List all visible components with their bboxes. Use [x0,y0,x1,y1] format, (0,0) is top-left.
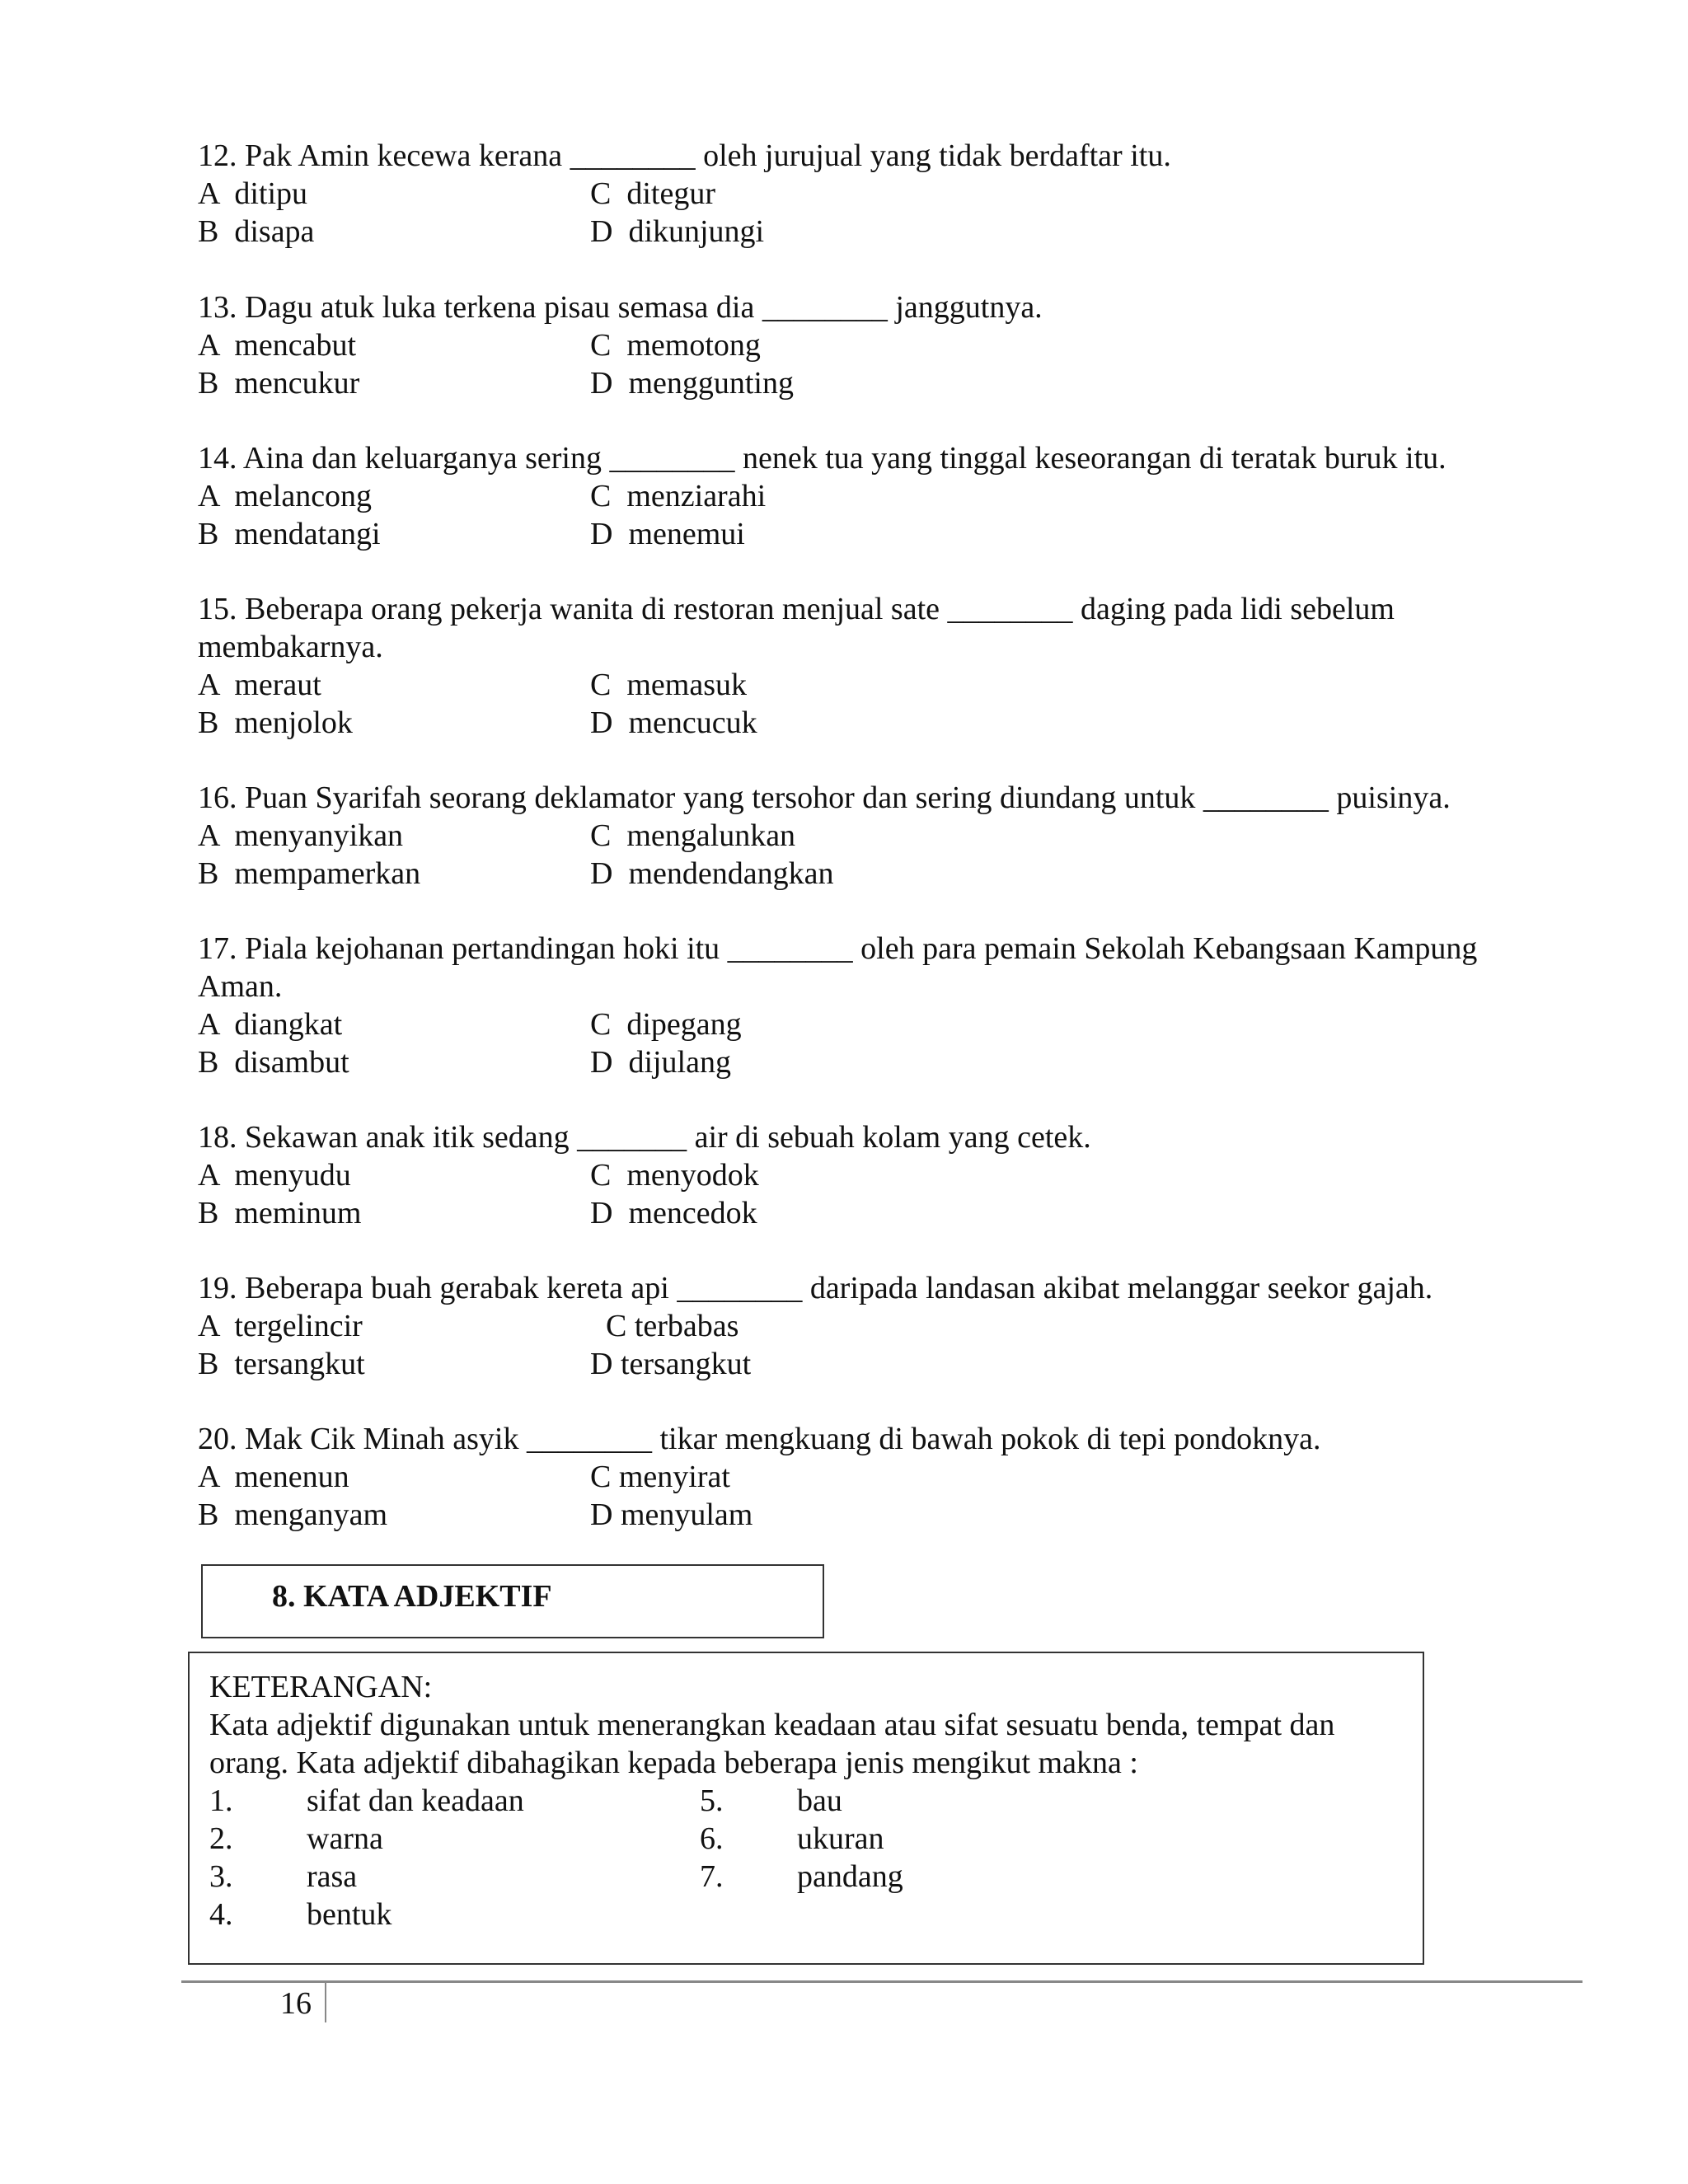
option-a: A menyudu [198,1158,351,1193]
list-item [209,1858,700,1896]
list-item-number: 6. [700,1821,724,1856]
question-stem: 12. Pak Amin kecewa kerana ________ oleh jurujual yang tidak berdaftar itu. [198,138,1171,173]
option-c: C dipegang [590,1007,742,1042]
question-stem: 14. Aina dan keluarganya sering ________ nenek tua yang tinggal keseorangan di teratak buruk itu. [198,441,1447,476]
list-item-label: ukuran [797,1821,884,1856]
option-c: C menyirat [590,1460,730,1494]
list-item [700,1820,1403,1858]
option-d: D menggunting [590,366,794,401]
question-stem: 17. Piala kejohanan pertandingan hoki itu ________ oleh para pemain Sekolah Kebangsaan Kampung Aman. [198,931,1478,1004]
section-title: 8. KATA ADJEKTIF [272,1579,552,1614]
option-b: B disambut [198,1045,349,1080]
option-d: D mendendangkan [590,856,834,891]
list-item-number: 1. [209,1783,233,1818]
question-stem: 13. Dagu atuk luka terkena pisau semasa dia ________ janggutnya. [198,290,1043,325]
list-item [209,1782,700,1820]
option-b: B meminum [198,1196,362,1230]
option-c: C menyodok [590,1158,759,1193]
list-item-number: 4. [209,1897,233,1932]
question-12 [198,137,1550,251]
answer-options [198,1005,1541,1081]
list-item-number: 7. [700,1859,724,1894]
question-15 [198,590,1484,742]
list-item-number: 2. [209,1821,233,1856]
keterangan-heading: KETERANGAN: [209,1670,433,1704]
option-c: C menziarahi [590,479,767,513]
option-d: D dijulang [590,1045,731,1080]
answer-options [198,1156,1550,1232]
list-item-label: warna [307,1821,383,1856]
section-header-box [201,1564,824,1638]
option-d: D mencedok [590,1196,757,1230]
option-a: A mencabut [198,328,357,363]
answer-options [198,1458,1550,1534]
option-b: B menganyam [198,1497,388,1532]
option-d: D mencucuk [590,705,757,740]
option-d: D menemui [590,517,745,551]
list-item-label: pandang [797,1859,903,1894]
answer-options [198,326,1550,402]
question-stem: 19. Beberapa buah gerabak kereta api ________ daripada landasan akibat melanggar seekor gajah. [198,1271,1433,1305]
question-stem: 20. Mak Cik Minah asyik ________ tikar mengkuang di bawah pokok di tepi pondoknya. [198,1422,1321,1456]
option-c: C ditegur [590,176,715,211]
option-a: A ditipu [198,176,308,211]
option-a: A menyanyikan [198,818,404,853]
option-c: C memasuk [590,668,747,702]
option-c: C mengalunkan [590,818,796,853]
list-item-number: 5. [700,1783,724,1818]
answer-options [198,817,1550,893]
option-a: A tergelincir [198,1309,363,1343]
question-18 [198,1118,1550,1232]
list-item [700,1858,1403,1896]
option-d: D dikunjungi [590,214,765,249]
list-item-number: 3. [209,1859,233,1894]
list-item-label: bau [797,1783,842,1818]
option-a: A menenun [198,1460,349,1494]
option-c: C terbabas [590,1309,739,1343]
question-13 [198,288,1550,402]
option-d: D menyulam [590,1497,753,1532]
question-19 [198,1269,1550,1383]
option-b: B mencukur [198,366,360,401]
list-item [700,1782,1403,1820]
adjective-type-list [209,1782,1403,1933]
option-a: A diangkat [198,1007,343,1042]
question-16 [198,779,1550,893]
option-a: A meraut [198,668,321,702]
list-item-label: bentuk [307,1897,392,1932]
option-a: A melancong [198,479,373,513]
footer-divider [181,1980,1582,1983]
question-20 [198,1420,1550,1534]
answer-options [198,666,1484,742]
question-stem: 18. Sekawan anak itik sedang _______ air di sebuah kolam yang cetek. [198,1120,1091,1155]
list-item [209,1820,700,1858]
option-b: B disapa [198,214,315,249]
keterangan-text-line-1: Kata adjektif digunakan untuk menerangkan keadaan atau sifat sesuatu benda, tempat dan [209,1708,1335,1742]
option-b: B tersangkut [198,1347,365,1381]
question-14 [198,439,1550,553]
list-item-label: sifat dan keadaan [307,1783,524,1818]
list-item-label: rasa [307,1859,358,1894]
option-b: B menjolok [198,705,353,740]
page-number-separator [325,1983,326,2022]
option-b: B mendatangi [198,517,381,551]
answer-options [198,175,1550,251]
page-number: 16 [280,1986,312,2021]
option-b: B mempamerkan [198,856,421,891]
answer-options [198,1307,1550,1383]
option-d: D tersangkut [590,1347,752,1381]
list-item [209,1896,700,1933]
keterangan-box [188,1652,1424,1965]
question-stem: 15. Beberapa orang pekerja wanita di restoran menjual sate ________ daging pada lidi sebelum membakarnya. [198,592,1395,664]
question-17 [198,930,1541,1081]
answer-options [198,477,1550,553]
option-c: C memotong [590,328,761,363]
keterangan-text-line-2: orang. Kata adjektif dibahagikan kepada beberapa jenis mengikut makna : [209,1746,1138,1780]
question-stem: 16. Puan Syarifah seorang deklamator yang tersohor dan sering diundang untuk ________ puisinya. [198,780,1451,815]
